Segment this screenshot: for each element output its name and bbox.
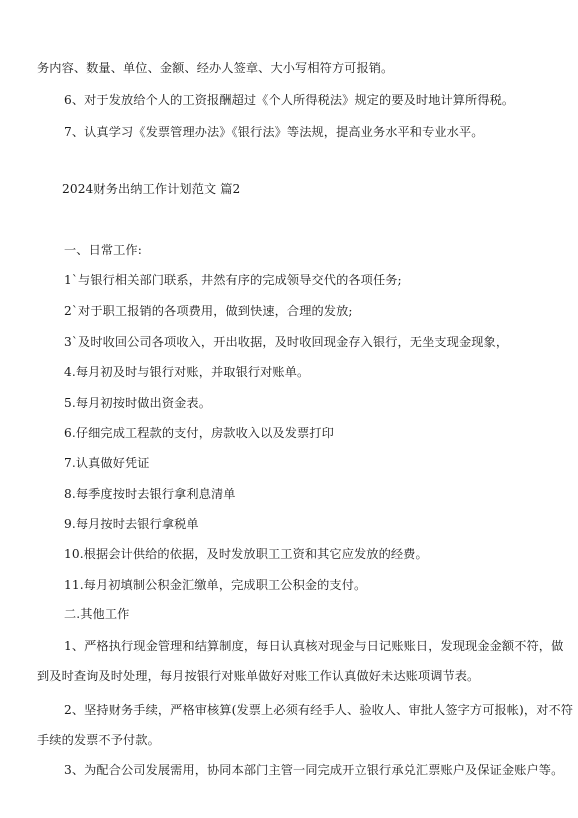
daily-item-2: 2`对于职工报销的各项费用，做到快速，合理的发放; xyxy=(64,304,353,318)
daily-item-11: 11.每月初填制公积金汇缴单，完成职工公积金的支付。 xyxy=(64,578,367,592)
daily-item-7: 7.认真做好凭证 xyxy=(64,456,150,470)
daily-item-8: 8.每季度按时去银行拿利息清单 xyxy=(64,487,236,501)
other-paragraph-1-line-1: 1、严格执行现金管理和结算制度，每日认真核对现金与日记账账日，发现现金金额不符，做 xyxy=(64,639,564,653)
other-paragraph-2-line-1: 2、坚持财务手续，严格审核算(发票上必须有经手人、验收人、审批人签字方可报帐)，对不符 xyxy=(64,703,574,717)
list-item-7: 7、认真学习《发票管理办法》《银行法》等法规，提高业务水平和专业水平。 xyxy=(64,125,484,139)
other-paragraph-2-line-2: 手续的发票不予付款。 xyxy=(37,733,160,747)
daily-item-10: 10.根据会计供给的依据，及时发放职工工资和其它应发放的经费。 xyxy=(64,547,428,561)
daily-item-4: 4.每月初及时与银行对账，并取银行对账单。 xyxy=(64,365,310,379)
daily-heading: 一、日常工作: xyxy=(64,243,142,257)
daily-item-6: 6.仔细完成工程款的支付，房款收入以及发票打印 xyxy=(64,426,334,440)
daily-item-3: 3`及时收回公司各项收入，开出收据，及时收回现金存入银行，无坐支现金现象， xyxy=(64,335,509,349)
other-heading: 二.其他工作 xyxy=(64,607,130,621)
continuation-line: 务内容、数量、单位、金额、经办人签章、大小写相符方可报销。 xyxy=(37,61,394,75)
daily-item-5: 5.每月初按时做出资金表。 xyxy=(64,396,211,410)
daily-item-1: 1`与银行相关部门联系，井然有序的完成领导交代的各项任务; xyxy=(64,273,402,287)
other-paragraph-1-line-2: 到及时查询及时处理，每月按银行对账单做好对账工作认真做好未达账项调节表。 xyxy=(37,669,480,683)
other-paragraph-3-line-1: 3、为配合公司发展需用，协同本部门主管一同完成开立银行承兑汇票账户及保证金账户等。 xyxy=(64,763,564,777)
list-item-6: 6、对于发放给个人的工资报酬超过《个人所得税法》规定的要及时地计算所得税。 xyxy=(64,93,515,107)
section-title: 2024财务出纳工作计划范文 篇2 xyxy=(62,182,241,196)
daily-item-9: 9.每月按时去银行拿税单 xyxy=(64,517,199,531)
